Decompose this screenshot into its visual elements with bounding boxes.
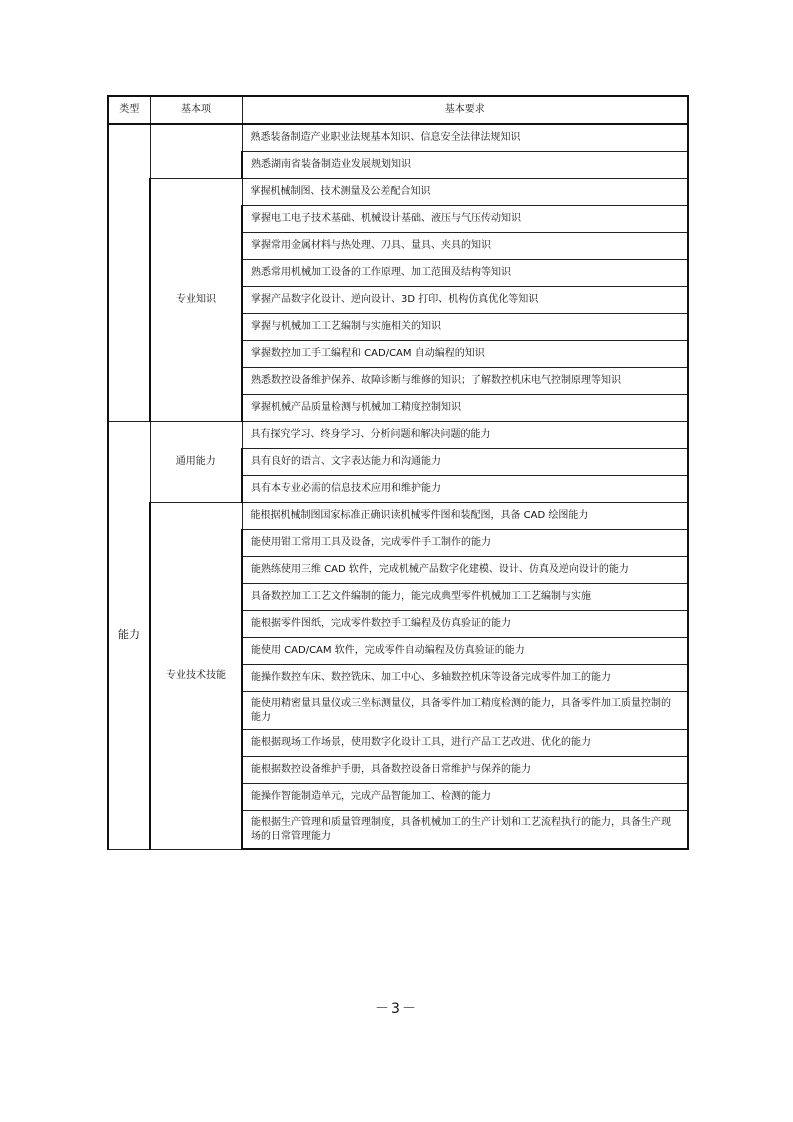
requirement-cell: 能操作智能制造单元，完成产品智能加工、检测的能力 [242, 784, 688, 811]
requirement-cell: 熟悉湖南省装备制造业发展规划知识 [242, 152, 688, 179]
requirement-cell: 熟悉常用机械加工设备的工作原理、加工范围及结构等知识 [242, 260, 688, 287]
category-cell [108, 124, 150, 422]
table-row [108, 422, 688, 449]
requirements-table [107, 95, 689, 850]
item-cell [150, 124, 242, 179]
requirement-cell: 掌握与机械加工工艺编制与实施相关的知识 [242, 314, 688, 341]
requirement-cell: 具备数控加工工艺文件编制的能力，能完成典型零件机械加工工艺编制与实施 [242, 584, 688, 611]
item-cell: 专业知识 [150, 179, 242, 422]
requirement-cell: 掌握常用金属材料与热处理、刀具、量具、夹具的知识 [242, 233, 688, 260]
table-row [108, 179, 688, 206]
table-body [108, 96, 688, 849]
requirement-cell: 能操作数控车床、数控铣床、加工中心、多轴数控机床等设备完成零件加工的能力 [242, 665, 688, 692]
requirement-cell: 能根据机械制图国家标准正确识读机械零件图和装配图，具备 CAD 绘图能力 [242, 503, 688, 530]
requirement-cell: 能根据生产管理和质量管理制度，具备机械加工的生产计划和工艺流程执行的能力，具备生产现场的日常管理能力 [242, 811, 688, 850]
header-requirement: 基本要求 [242, 96, 688, 124]
requirement-cell: 掌握机械产品质量检测与机械加工精度控制知识 [242, 395, 688, 422]
requirement-cell: 熟悉数控设备维护保养、故障诊断与维修的知识；了解数控机床电气控制原理等知识 [242, 368, 688, 395]
category-cell: 能力 [108, 422, 150, 850]
table-row [108, 124, 688, 152]
requirement-cell: 能根据零件图纸，完成零件数控手工编程及仿真验证的能力 [242, 611, 688, 638]
requirement-cell: 具有探究学习、终身学习、分析问题和解决问题的能力 [242, 422, 688, 449]
requirement-cell: 具有本专业必需的信息技术应用和维护能力 [242, 476, 688, 503]
requirement-cell: 能使用钳工常用工具及设备，完成零件手工制作的能力 [242, 530, 688, 557]
requirement-cell: 掌握数控加工手工编程和 CAD/CAM 自动编程的知识 [242, 341, 688, 368]
item-cell: 通用能力 [150, 422, 242, 503]
requirement-cell: 掌握机械制图、技术测量及公差配合知识 [242, 179, 688, 206]
requirement-cell: 能根据数控设备维护手册，具备数控设备日常维护与保养的能力 [242, 757, 688, 784]
requirement-cell: 能根据现场工作场景，使用数字化设计工具，进行产品工艺改进、优化的能力 [242, 730, 688, 757]
header-type: 类型 [108, 96, 150, 124]
requirement-cell: 能使用精密量具量仪或三坐标测量仪，具备零件加工精度检测的能力，具备零件加工质量控制的能力 [242, 692, 688, 730]
table-header-row [108, 96, 688, 124]
table-row [108, 503, 688, 530]
requirement-cell: 能熟练使用三维 CAD 软件，完成机械产品数字化建模、设计、仿真及逆向设计的能力 [242, 557, 688, 584]
requirement-cell: 具有良好的语言、文字表达能力和沟通能力 [242, 449, 688, 476]
requirement-cell: 掌握产品数字化设计、逆向设计、3D 打印、机构仿真优化等知识 [242, 287, 688, 314]
header-item: 基本项 [150, 96, 242, 124]
page-number: －3－ [375, 1001, 418, 1017]
requirement-cell: 能使用 CAD/CAM 软件，完成零件自动编程及仿真验证的能力 [242, 638, 688, 665]
requirement-cell: 掌握电工电子技术基础、机械设计基础、液压与气压传动知识 [242, 206, 688, 233]
requirement-cell: 熟悉装备制造产业职业法规基本知识、信息安全法律法规知识 [242, 124, 688, 152]
item-cell: 专业技术技能 [150, 503, 242, 850]
